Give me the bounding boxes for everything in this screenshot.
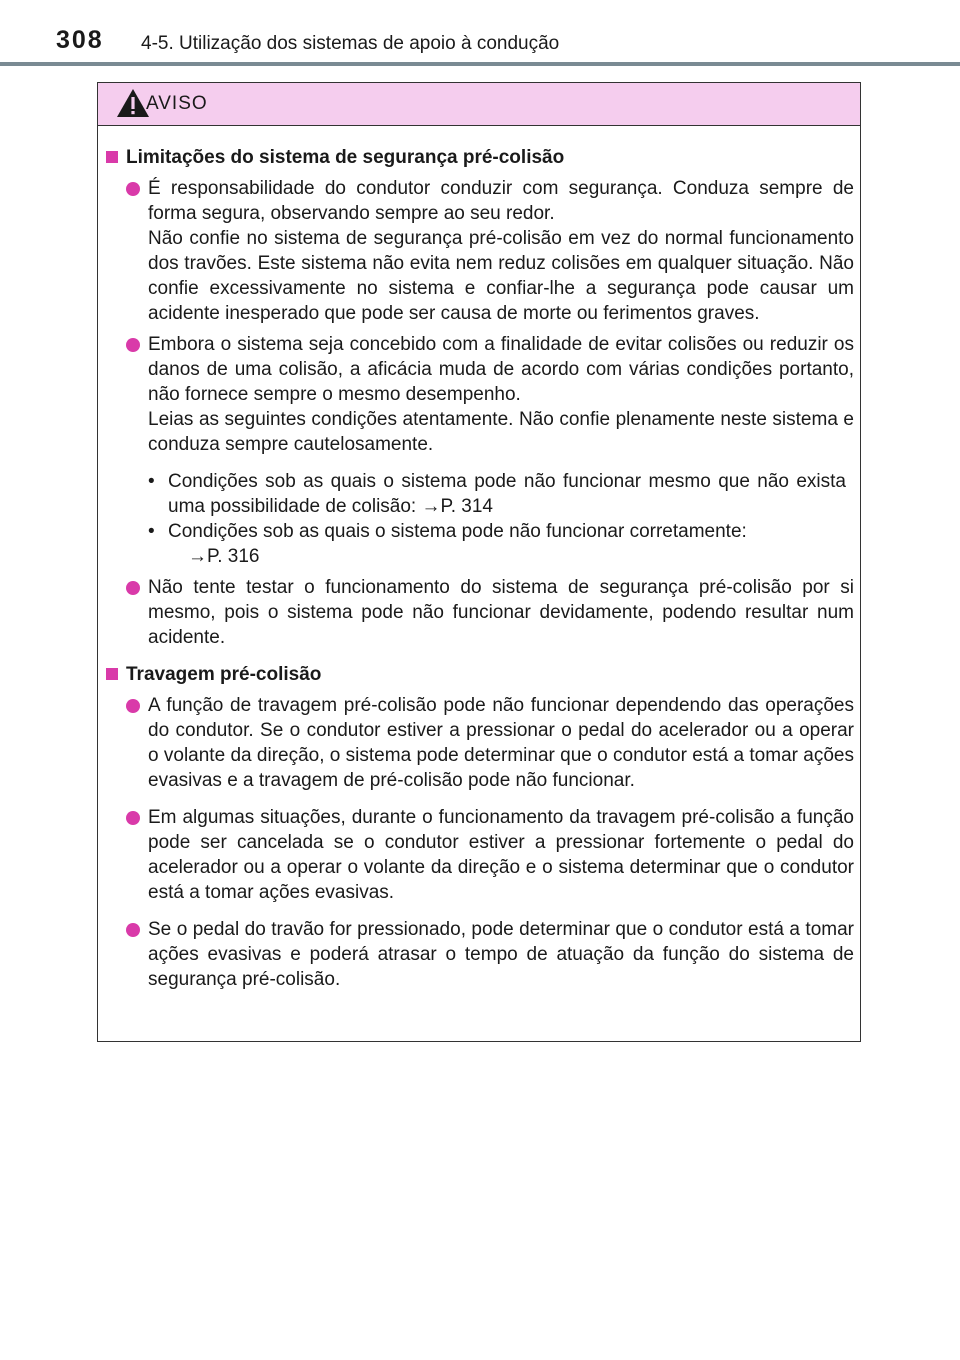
sub-item-text: Condições sob as quais o sistema pode não funcionar mesmo que não exista uma possibilidade de colisão: →P. 314 <box>168 471 846 517</box>
paragraph: Em algumas situações, durante o funcionamento da travagem pré-colisão a função pode ser cancelada se o condutor estiver a pressionar fortemente o pedal do acelerador ou a operar o volante da direção e o sistema determinar que o condutor está a tomar ações evasivas. <box>148 807 854 903</box>
warning-content <box>106 145 854 998</box>
list-item <box>106 693 854 793</box>
square-bullet-icon <box>106 668 118 680</box>
section-heading-text: Limitações do sistema de segurança pré-colisão <box>126 147 565 168</box>
sub-list-item <box>148 519 854 569</box>
circle-bullet-icon <box>126 581 140 595</box>
warning-box <box>97 82 861 1042</box>
page-number: 308 <box>56 26 104 54</box>
list-item <box>106 575 854 650</box>
section-heading <box>106 662 854 687</box>
section-heading-text: Travagem pré-colisão <box>126 664 322 685</box>
paragraph: Não confie no sistema de segurança pré-colisão em vez do normal funcionamento dos travões. Este sistema não evita nem reduz colisões em qualquer situação. Não confie excessivamente no sistema e confiar-lhe a segurança pode causar um acidente inesperado que pode ser causa de morte ou ferimentos graves. <box>148 228 854 324</box>
page-header <box>0 0 960 66</box>
circle-bullet-icon <box>126 338 140 352</box>
header-divider <box>0 62 960 66</box>
paragraph: Leias as seguintes condições atentamente. Não confie plenamente neste sistema e conduza sempre cautelosamente. <box>148 409 854 455</box>
paragraph: Se o pedal do travão for pressionado, pode determinar que o condutor está a tomar ações evasivas e poderá atrasar o tempo de atuação da função do sistema de segurança pré-colisão. <box>148 919 854 990</box>
sub-bullet: • <box>148 471 155 492</box>
paragraph: Não tente testar o funcionamento do sistema de segurança pré-colisão por si mesmo, pois o sistema pode não funcionar devidamente, podendo resultar num acidente. <box>148 577 854 648</box>
circle-bullet-icon <box>126 182 140 196</box>
list-item <box>106 805 854 905</box>
circle-bullet-icon <box>126 923 140 937</box>
warning-label: AVISO <box>146 93 208 114</box>
paragraph: A função de travagem pré-colisão pode não funcionar dependendo das operações do condutor. Se o condutor estiver a pressionar o pedal do acelerador ou a operar o volante da direção, o sistema pode determinar que o condutor está a tomar ações evasivas e a travagem de pré-colisão pode não funcionar. <box>148 695 854 791</box>
sub-list-item <box>148 469 854 519</box>
warning-triangle-icon <box>116 88 150 118</box>
square-bullet-icon <box>106 151 118 163</box>
sub-bullet: • <box>148 521 155 542</box>
circle-bullet-icon <box>126 699 140 713</box>
paragraph: É responsabilidade do condutor conduzir com segurança. Conduza sempre de forma segura, observando sempre ao seu redor. <box>148 178 854 224</box>
paragraph: Embora o sistema seja concebido com a finalidade de evitar colisões ou reduzir os danos de uma colisão, a aficácia muda de acordo com várias condições portanto, não fornece sempre o mesmo desempenho. <box>148 334 854 405</box>
list-item <box>106 917 854 992</box>
sub-item-text: Condições sob as quais o sistema pode não funcionar corretamente: <box>168 521 747 542</box>
list-item <box>106 332 854 457</box>
page-reference: →P. 316 <box>188 546 260 567</box>
section-heading <box>106 145 854 170</box>
list-item <box>106 176 854 326</box>
warning-header <box>98 83 860 126</box>
section-title: 4-5. Utilização dos sistemas de apoio à condução <box>141 33 560 54</box>
circle-bullet-icon <box>126 811 140 825</box>
